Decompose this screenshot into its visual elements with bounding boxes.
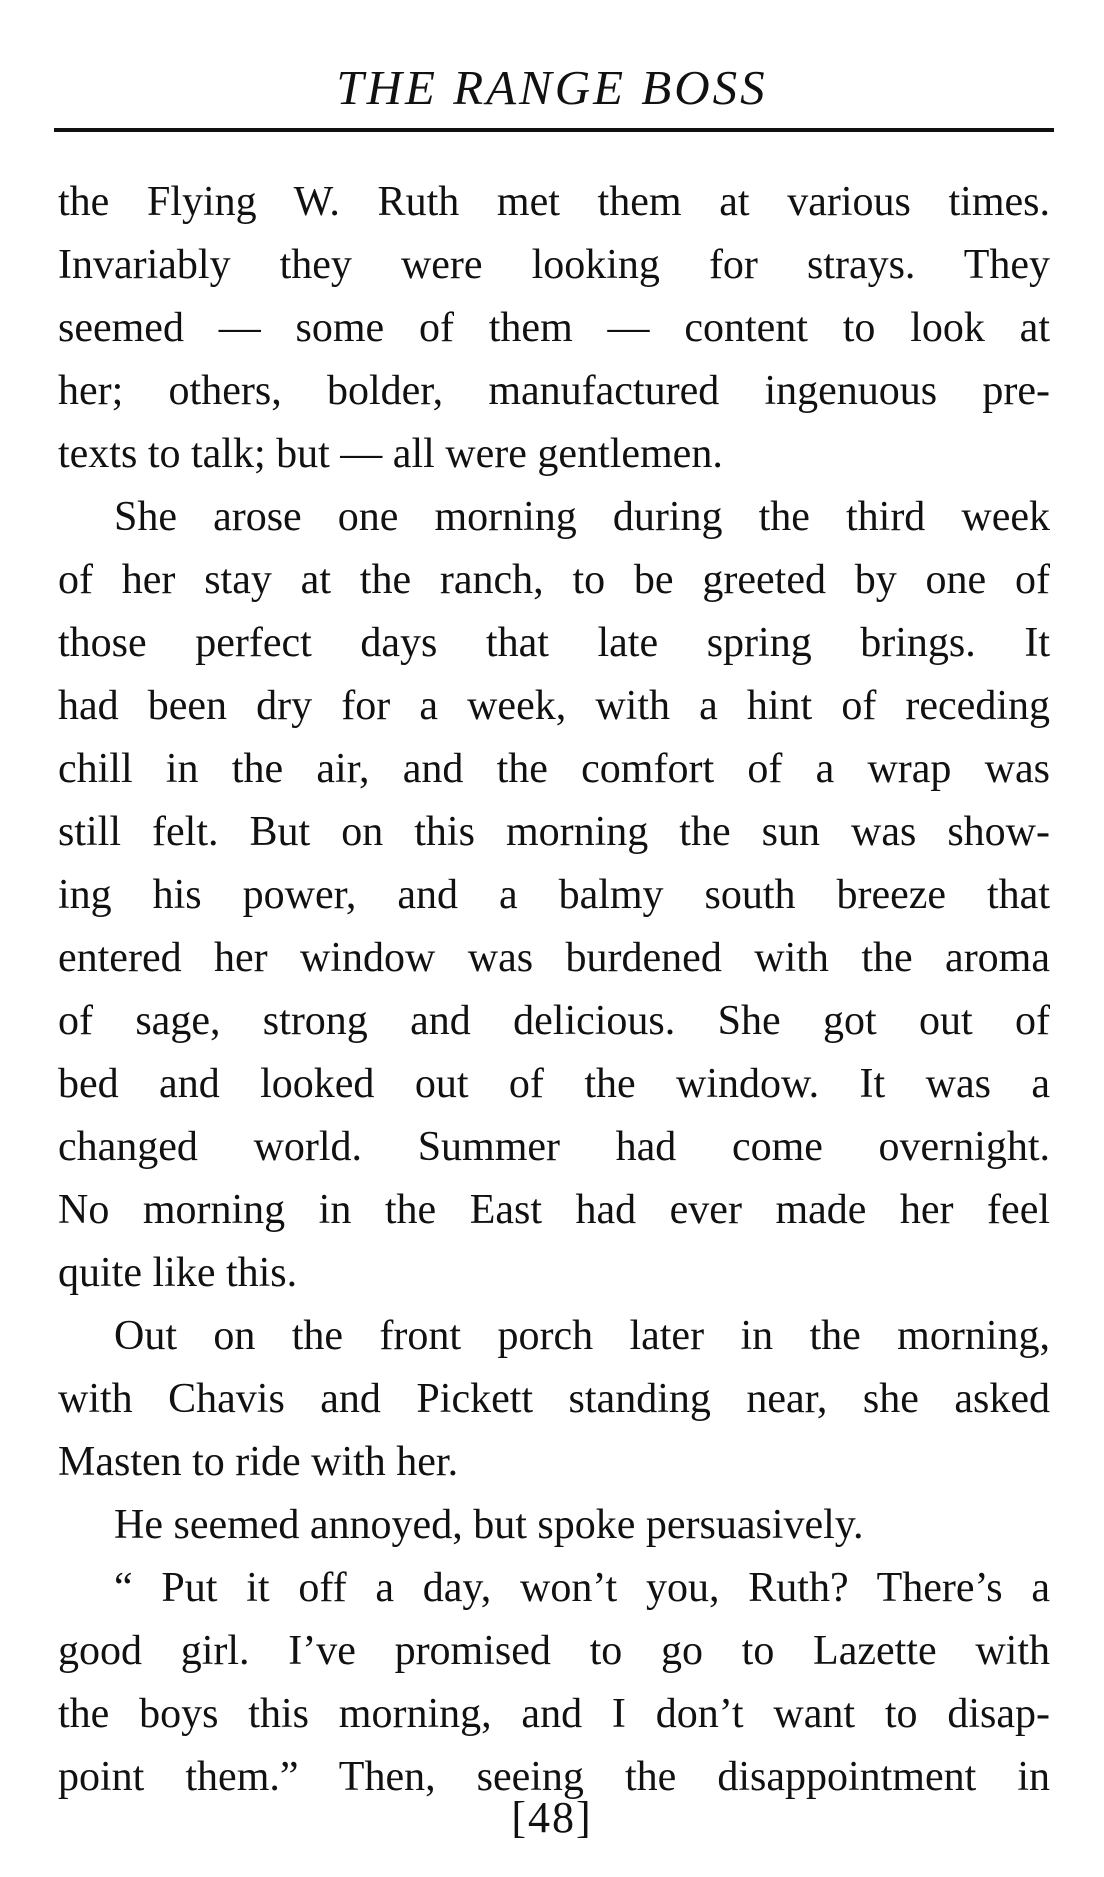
page-number: [48] <box>511 1793 593 1842</box>
text-line: the Flying W. Ruth met them at various times. <box>58 179 1050 225</box>
text-line: changed world. Summer had come overnight. <box>58 1124 1050 1170</box>
text-line: Out on the front porch later in the morning, <box>114 1313 1050 1359</box>
text-line: the boys this morning, and I don’t want to disap- <box>58 1691 1050 1737</box>
text-line: Masten to ride with her. <box>58 1439 459 1485</box>
text-line: still felt. But on this morning the sun was show- <box>58 809 1050 855</box>
body-text <box>58 171 1050 1809</box>
text-line: He seemed annoyed, but spoke persuasively. <box>114 1502 864 1548</box>
text-line: “ Put it off a day, won’t you, Ruth? There’s a <box>114 1565 1050 1611</box>
text-line: Invariably they were looking for strays. They <box>58 242 1050 288</box>
text-line: chill in the air, and the comfort of a wrap was <box>58 746 1050 792</box>
text-line: with Chavis and Pickett standing near, she asked <box>58 1376 1050 1422</box>
text-line: her; others, bolder, manufactured ingenuous pre- <box>58 368 1050 414</box>
text-line: point them.” Then, seeing the disappointment in <box>58 1754 1050 1800</box>
text-line: bed and looked out of the window. It was a <box>58 1061 1050 1107</box>
text-line: She arose one morning during the third week <box>114 494 1050 540</box>
text-line: good girl. I’ve promised to go to Lazette with <box>58 1628 1050 1674</box>
text-line: No morning in the East had ever made her feel <box>58 1187 1050 1233</box>
text-line: entered her window was burdened with the aroma <box>58 935 1050 981</box>
header-rule <box>54 128 1054 132</box>
text-line: quite like this. <box>58 1250 298 1296</box>
text-line: had been dry for a week, with a hint of receding <box>58 683 1050 729</box>
running-head: THE RANGE BOSS <box>336 60 768 115</box>
text-line: texts to talk; but — all were gentlemen. <box>58 431 723 477</box>
text-line: of her stay at the ranch, to be greeted by one of <box>58 557 1050 603</box>
text-line: of sage, strong and delicious. She got out of <box>58 998 1050 1044</box>
text-line: those perfect days that late spring brings. It <box>58 620 1050 666</box>
text-line: ing his power, and a balmy south breeze that <box>58 872 1050 918</box>
text-line: seemed — some of them — content to look at <box>58 305 1050 351</box>
